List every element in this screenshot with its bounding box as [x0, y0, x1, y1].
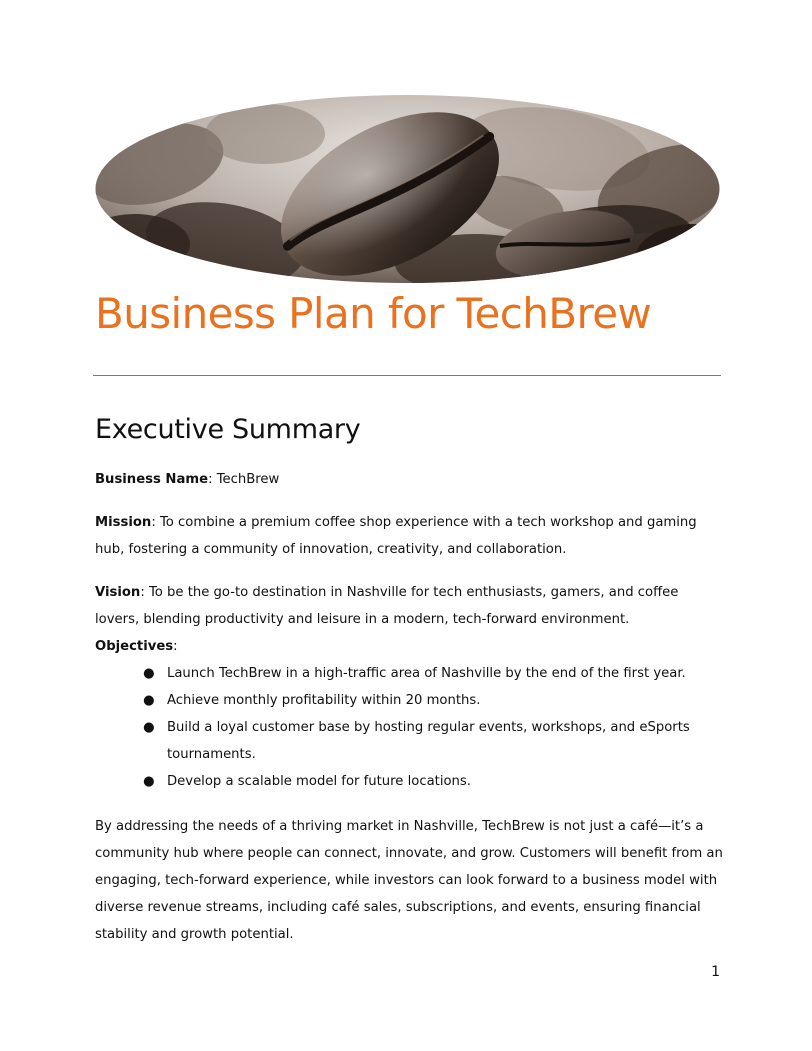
vision-label: Vision [95, 585, 141, 600]
mission-text: To combine a premium coffee shop experience with a tech workshop and gaming hub, fostering a community of innovation, creativity, and collaboration. [95, 515, 697, 557]
mission-label: Mission [95, 515, 152, 530]
bullet-icon: ● [143, 693, 155, 708]
list-item [95, 714, 707, 768]
document-title: Business Plan for TechBrew [95, 289, 652, 338]
objectives-list [95, 660, 725, 795]
business-name-line [95, 466, 725, 493]
business-name-label: Business Name [95, 472, 209, 487]
business-name-value: TechBrew [216, 472, 280, 487]
objectives-separator: : [173, 639, 178, 654]
vision-separator: : [140, 585, 149, 600]
mission-paragraph [95, 509, 725, 563]
title-divider [93, 375, 721, 376]
section-heading: Executive Summary [95, 414, 361, 445]
bullet-icon: ● [143, 774, 155, 789]
list-item [95, 660, 707, 687]
business-name-separator: : [208, 472, 217, 487]
objectives-label: Objectives [95, 639, 174, 654]
mission-separator: : [151, 515, 160, 530]
bullet-icon: ● [143, 720, 155, 735]
list-item [95, 768, 707, 795]
vision-paragraph [95, 579, 725, 633]
list-item [95, 687, 707, 714]
objective-text: Build a loyal customer base by hosting regular events, workshops, and eSports tournaments. [167, 720, 690, 762]
objective-text: Achieve monthly profitability within 20 months. [167, 693, 481, 708]
page-number: 1 [711, 964, 720, 980]
hero-coffee-bean-image [95, 94, 720, 284]
bullet-icon: ● [143, 666, 155, 681]
executive-summary-body [95, 466, 725, 948]
objectives-heading [95, 633, 725, 660]
closing-paragraph: By addressing the needs of a thriving market in Nashville, TechBrew is not just a café—it’s a community hub where people can connect, innovate, and grow. Customers will benefit from an engaging, tech-forward experience, while investors can look forward to a business model with diverse revenue streams, including café sales, subscriptions, and events, ensuring financial stability and growth potential. [95, 819, 723, 942]
vision-text: To be the go-to destination in Nashville for tech enthusiasts, gamers, and coffee lovers, blending productivity and leisure in a modern, tech-forward environment. [95, 585, 679, 627]
objective-text: Develop a scalable model for future locations. [167, 774, 471, 789]
objective-text: Launch TechBrew in a high-traffic area of Nashville by the end of the first year. [167, 666, 686, 681]
coffee-bean-photo-icon [95, 94, 720, 284]
